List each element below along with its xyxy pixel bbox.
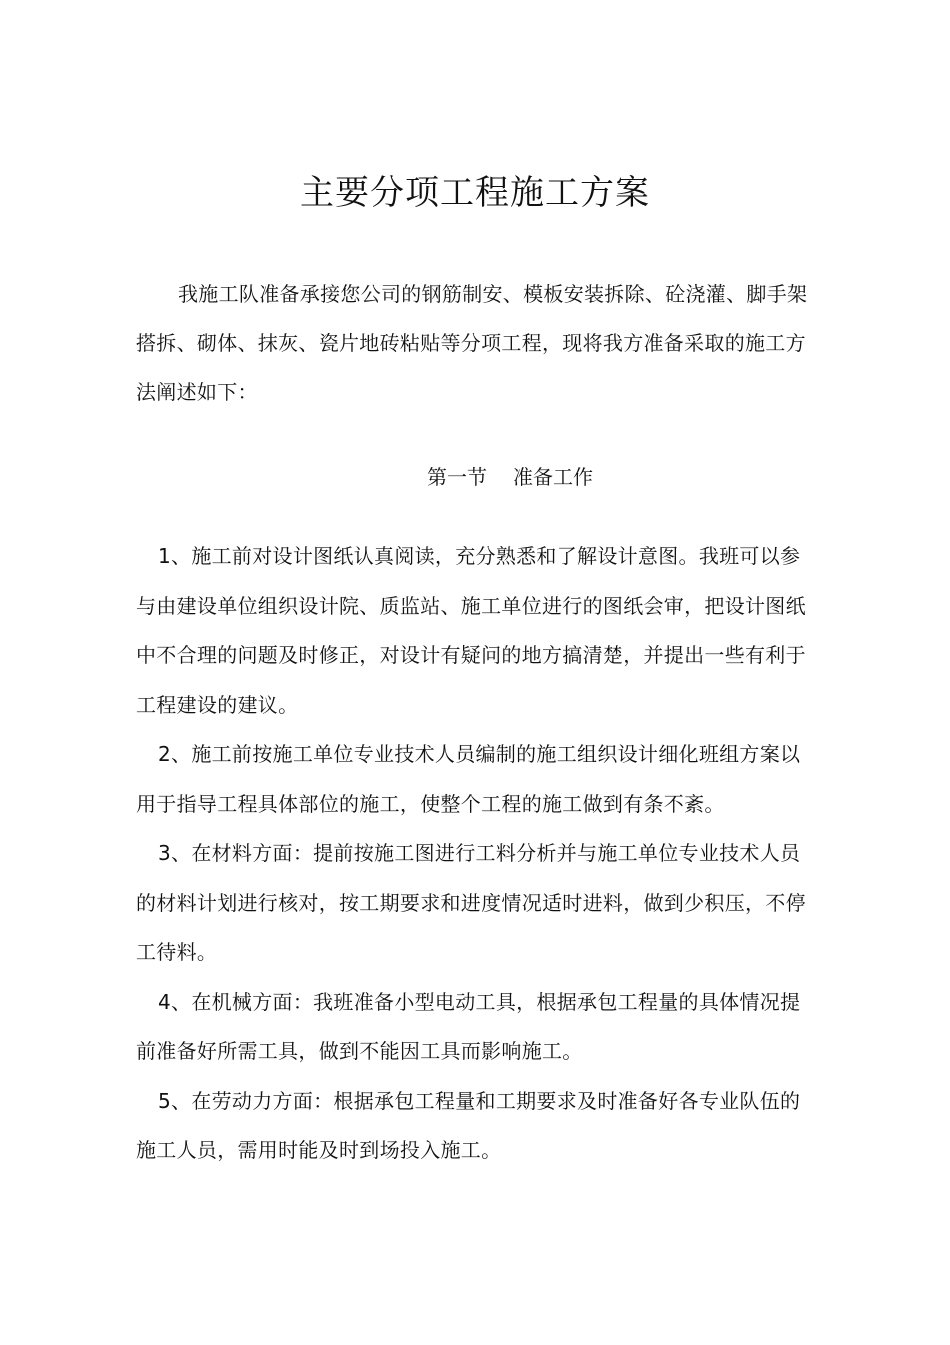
document-title: 主要分项工程施工方案: [300, 173, 650, 213]
intro-paragraph: 我施工队准备承接您公司的钢筋制安、模板安装拆除、砼浇灌、脚手架搭拆、砌体、抹灰、瓷片地砖粘贴等分项工程，现将我方准备采取的施工方法阐述如下：: [136, 282, 808, 404]
list-item: 5、在劳动力方面：根据承包工程量和工期要求及时准备好各专业队伍的施工人员，需用时能及时到场投入施工。: [136, 1088, 801, 1162]
section-heading: [0, 457, 950, 497]
list-item: 2、施工前按施工单位专业技术人员编制的施工组织设计细化班组方案以用于指导工程具体部位的施工，使整个工程的施工做到有条不紊。: [136, 742, 801, 816]
list-item: 4、在机械方面：我班准备小型电动工具，根据承包工程量的具体情况提前准备好所需工具，做到不能因工具而影响施工。: [136, 989, 801, 1063]
section-name: 准备工作: [513, 465, 593, 489]
section-number: 第一节: [427, 465, 487, 489]
list-item: 1、施工前对设计图纸认真阅读，充分熟悉和了解设计意图。我班可以参与由建设单位组织设计院、质监站、施工单位进行的图纸会审，把设计图纸中不合理的问题及时修正，对设计有疑问的地方搞清楚，并提出一些有利于工程建设的建议。: [136, 544, 806, 717]
preparation-list: [136, 532, 806, 1176]
list-item: 3、在材料方面：提前按施工图进行工料分析并与施工单位专业技术人员的材料计划进行核对，按工期要求和进度情况适时进料，做到少积压，不停工待料。: [136, 841, 806, 964]
